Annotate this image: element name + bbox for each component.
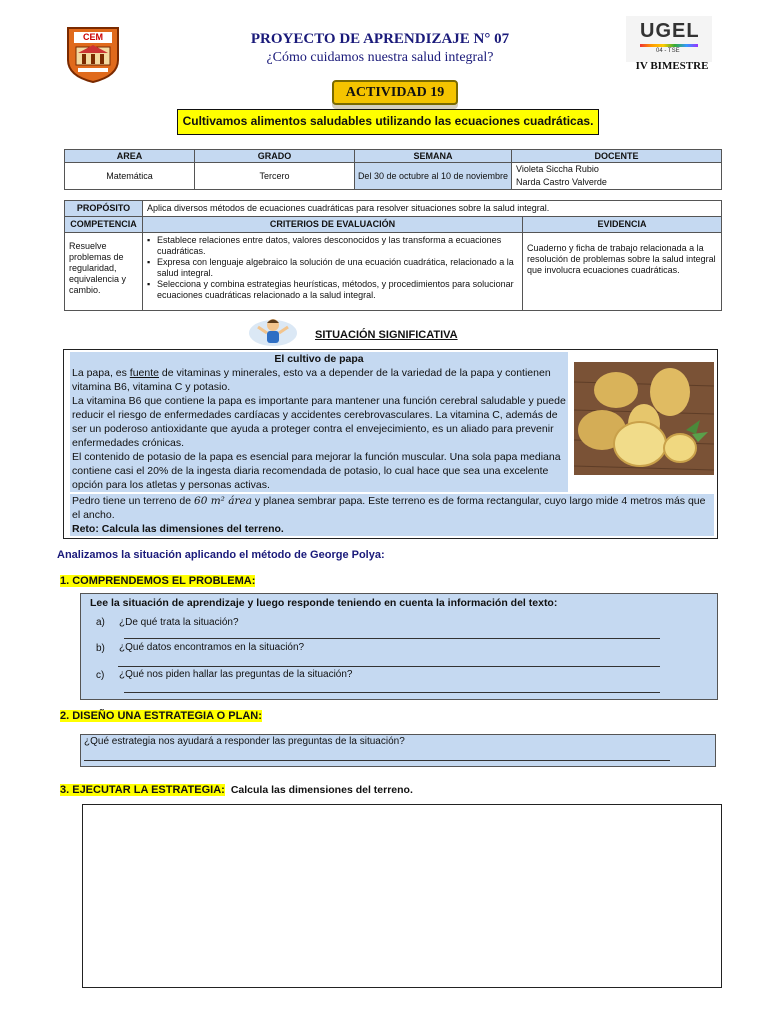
cem-logo-text: CEM: [83, 32, 103, 42]
question-c-text: ¿Qué nos piden hallar las preguntas de la situación?: [119, 669, 353, 680]
area-value: Matemática: [65, 163, 195, 190]
cem-logo: [64, 24, 122, 84]
question-a-text: ¿De qué trata la situación?: [119, 617, 239, 628]
analisis-intro: Analizamos la situación aplicando el método de George Polya:: [57, 549, 385, 561]
section-3-title: 3. EJECUTAR LA ESTRATEGIA:: [60, 784, 225, 796]
criterios-label: CRITERIOS DE EVALUACIÓN: [143, 217, 523, 233]
info-table: [64, 149, 722, 190]
section-1-title: 1. COMPRENDEMOS EL PROBLEMA:: [60, 575, 256, 587]
answer-a-line[interactable]: [124, 638, 660, 639]
question-a-letter: a): [96, 617, 105, 628]
ugel-logo-text: UGEL: [640, 20, 700, 42]
criterios-list: [143, 233, 523, 311]
section-1-instructions: Lee la situación de aprendizaje y luego responde teniendo en cuenta la información del texto:: [90, 597, 558, 609]
area-formula: 60 m² área: [194, 495, 252, 507]
p1-b: de vitaminas y minerales, esto va a depender de la variedad de la papa y contienen vitamina B6, vitamina C y potasio.: [72, 367, 551, 393]
section-2-question: ¿Qué estrategia nos ayudará a responder las preguntas de la situación?: [84, 736, 405, 747]
ugel-sub: 04 - TSE: [656, 48, 680, 54]
situacion-title: SITUACIÓN SIGNIFICATIVA: [315, 329, 458, 341]
p4-a: Pedro tiene un terreno de: [72, 495, 195, 507]
question-c-letter: c): [96, 670, 105, 681]
section-3-text: Calcula las dimensiones del terreno.: [230, 784, 413, 796]
activity-topic: Cultivamos alimentos saludables utilizando las ecuaciones cuadráticas.: [177, 109, 599, 135]
answer-b-line[interactable]: [118, 666, 660, 667]
project-subtitle: ¿Cómo cuidamos nuestra salud integral?: [266, 50, 494, 65]
paragraph-1: [70, 366, 568, 394]
docente-2: Narda Castro Valverde: [516, 177, 607, 187]
situacion-text-block: [70, 352, 568, 492]
semana-value: Del 30 de octubre al 10 de noviembre: [355, 163, 512, 190]
reto-text: Reto: Calcula las dimensiones del terreno.: [72, 523, 284, 535]
ugel-logo: [626, 16, 712, 62]
docente-cell: [512, 163, 722, 190]
question-b-letter: b): [96, 643, 105, 654]
header-area: AREA: [65, 150, 195, 163]
section-2-label: [60, 710, 262, 722]
actividad-badge: ACTIVIDAD 19: [332, 80, 458, 105]
competencia-text: Resuelve problemas de regularidad, equivalencia y cambio.: [65, 233, 143, 311]
section-2-title: 2. DISEÑO UNA ESTRATEGIA O PLAN:: [60, 710, 262, 722]
header-docente: DOCENTE: [512, 150, 722, 163]
situacion-text-block-2: [70, 494, 714, 536]
competencia-label: COMPETENCIA: [65, 217, 143, 233]
proposito-text: Aplica diversos métodos de ecuaciones cuadráticas para resolver situaciones sobre la salud integral.: [143, 201, 722, 217]
question-b-text: ¿Qué datos encontramos en la situación?: [119, 642, 305, 653]
evidencia-text: Cuaderno y ficha de trabajo relacionada a la resolución de problemas sobre la salud integral que involucra ecuaciones cuadráticas.: [523, 233, 722, 311]
potato-image: [574, 362, 714, 475]
p4-b: y planea sembrar papa. Este terreno es de forma rectangular, cuyo largo mide 4 metros más que el ancho.: [72, 495, 706, 521]
paragraph-3: El contenido de potasio de la papa es esencial para mejorar la función muscular. Una sola papa mediana contiene casi el 20% de la ingesta diaria recomendada de potasio, lo cual hace que sea una excelente opción para los atletas y personas activas.: [72, 451, 561, 491]
proposito-table: [64, 200, 722, 311]
criterio-item: ▪ Establece relaciones entre datos, valores desconocidos y las transforma a ecuaciones cuadráticas.: [147, 235, 518, 257]
header-semana: SEMANA: [355, 150, 512, 163]
paragraph-4: [70, 494, 714, 522]
section-2-answer-line[interactable]: [84, 760, 670, 761]
criterio-item: ▪ Expresa con lenguaje algebraico la solución de una ecuación cuadrática, relacionado a la salud integral.: [147, 257, 518, 279]
fuente-link[interactable]: fuente: [129, 367, 159, 379]
situacion-subtitle: El cultivo de papa: [274, 353, 364, 365]
bimestre-label: IV BIMESTRE: [635, 60, 709, 72]
answer-c-line[interactable]: [124, 692, 660, 693]
p1-a: La papa, es: [72, 367, 130, 379]
project-title: PROYECTO DE APRENDIZAJE N° 07: [250, 31, 510, 47]
evidencia-label: EVIDENCIA: [523, 217, 722, 233]
section-3-work-area[interactable]: [82, 804, 722, 988]
section-3-label: [60, 784, 413, 796]
section-1-label: [60, 575, 255, 587]
grado-value: Tercero: [195, 163, 355, 190]
criterio-item: ▪ Selecciona y combina estrategias heurísticas, métodos, y procedimientos para solucionar ecuaciones cuadráticas relacionado a la salud integral.: [147, 279, 518, 301]
header-grado: GRADO: [195, 150, 355, 163]
paragraph-2: La vitamina B6 que contiene la papa es importante para mantener una función cerebral saludable y puede reducir el riesgo de enfermedades cardíacas y accidentes cerebrovasculares. La vitamina C, además de ser un poderoso antioxidante que ayuda a proteger contra el envejecimiento, es un aliado para prevenir enfermedades crónicas.: [72, 395, 566, 449]
student-illustration: [248, 315, 298, 347]
docente-1: Violeta Siccha Rubio: [516, 164, 599, 174]
proposito-label: PROPÓSITO: [65, 201, 143, 217]
